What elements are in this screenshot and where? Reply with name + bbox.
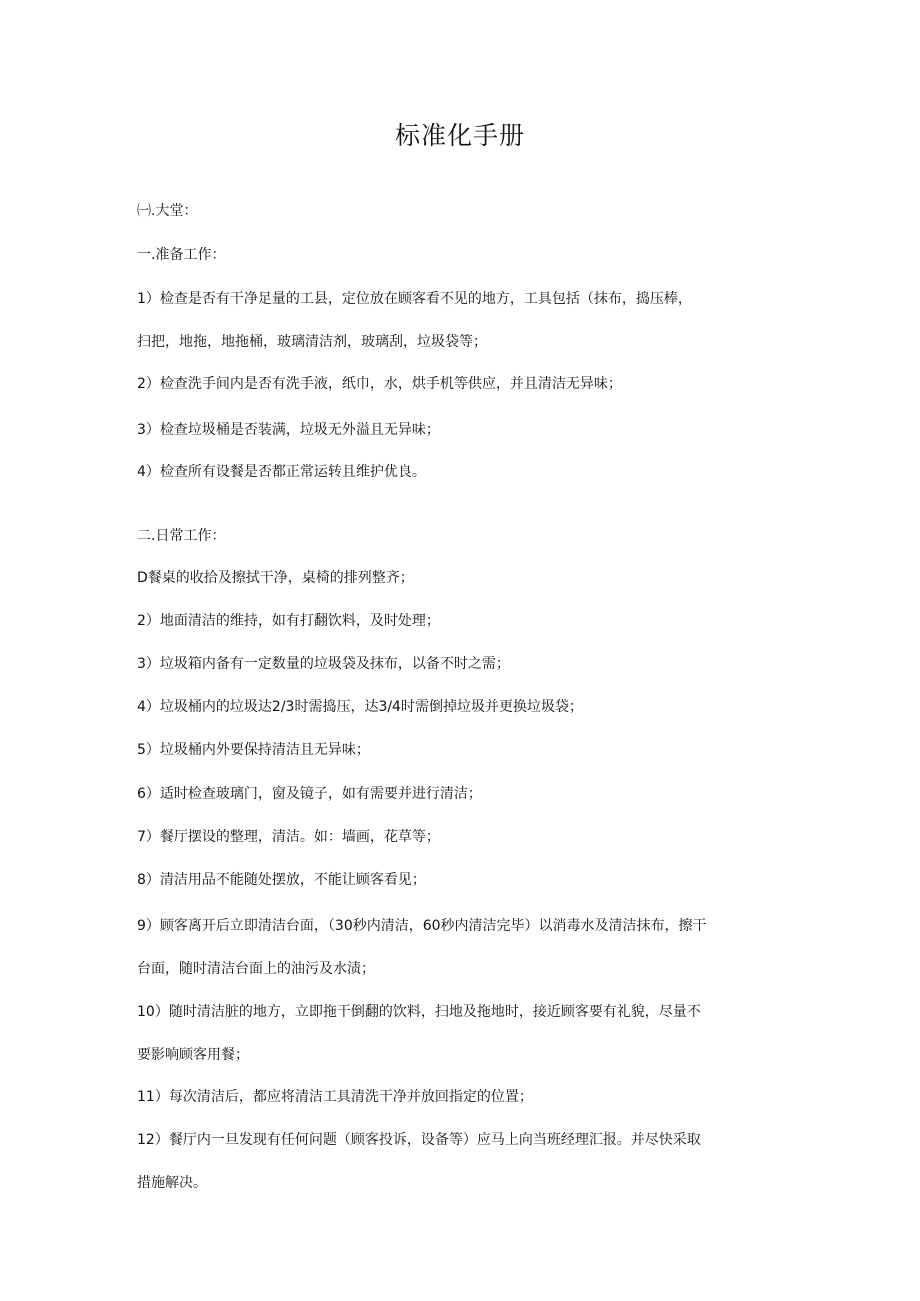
subsection-heading-daily: 二.日常工作： [137, 528, 226, 544]
daily-item-8: 8）清洁用品不能随处摆放，不能让顾客看见； [137, 872, 426, 888]
prep-item-1-line-1: 1）检查是否有干净足量的工县，定位放在顾客看不见的地方，工具包括（抹布，捣压棒， [137, 291, 692, 307]
daily-item-12-line-1: 12）餐厅内一旦发现有任何问题（顾客投诉，设备等）应马上向当班经理汇报。并尽快采取 [137, 1132, 701, 1148]
daily-item-1: D餐桌的收拾及擦拭干净，桌椅的排列整齐； [137, 570, 414, 586]
document-title: 标准化手册 [394, 121, 525, 150]
daily-item-7: 7）餐厅摆设的整理，清洁。如：墙画，花草等； [137, 829, 440, 845]
daily-item-4: 4）垃圾桶内的垃圾达2/3时需捣压，达3/4时需倒掉垃圾并更换垃圾袋； [137, 699, 583, 715]
section-heading-lobby: ㈠.大堂： [137, 203, 198, 219]
daily-item-9-line-2: 台面，随时清洁台面上的油污及水渍； [137, 961, 375, 977]
daily-item-5: 5）垃圾桶内外要保持清洁且无异味； [137, 742, 370, 758]
prep-item-2: 2）检查洗手间内是否有洗手液，纸巾，水，烘手机等供应，并且清洁无异味； [137, 376, 622, 392]
daily-item-3: 3）垃圾箱内备有一定数量的垃圾袋及抹布，以备不时之需； [137, 656, 510, 672]
prep-item-1-line-2: 扫把，地拖，地拖桶，玻璃清洁剂，玻璃刮，垃圾袋等； [137, 334, 487, 350]
daily-item-6: 6）适时检查玻璃门，窗及镜子，如有需要并进行清洁； [137, 786, 482, 802]
prep-item-3: 3）检查垃圾桶是否装满，垃圾无外溢且无异味； [137, 422, 440, 438]
daily-item-10-line-1: 10）随时清洁脏的地方，立即拖干倒翻的饮料，扫地及拖地时，接近顾客要有礼貌，尽量不 [137, 1004, 701, 1020]
daily-item-12-line-2: 措施解决。 [137, 1175, 207, 1191]
subsection-heading-preparation: 一.准备工作： [137, 247, 226, 263]
daily-item-9-line-1: 9）顾客离开后立即清洁台面，（30秒内清洁，60秒内清洁完毕）以消毒水及清洁抹布，擦干 [137, 918, 707, 934]
daily-item-2: 2）地面清洁的维持，如有打翻饮料，及时处理； [137, 613, 440, 629]
prep-item-4: 4）检查所有设餐是否都正常运转且维护优良。 [137, 464, 426, 480]
daily-item-10-line-2: 要影响顾客用餐； [137, 1047, 249, 1063]
daily-item-11: 11）每次清洁后，都应将清洁工具清洗干净并放回指定的位置； [137, 1089, 533, 1105]
